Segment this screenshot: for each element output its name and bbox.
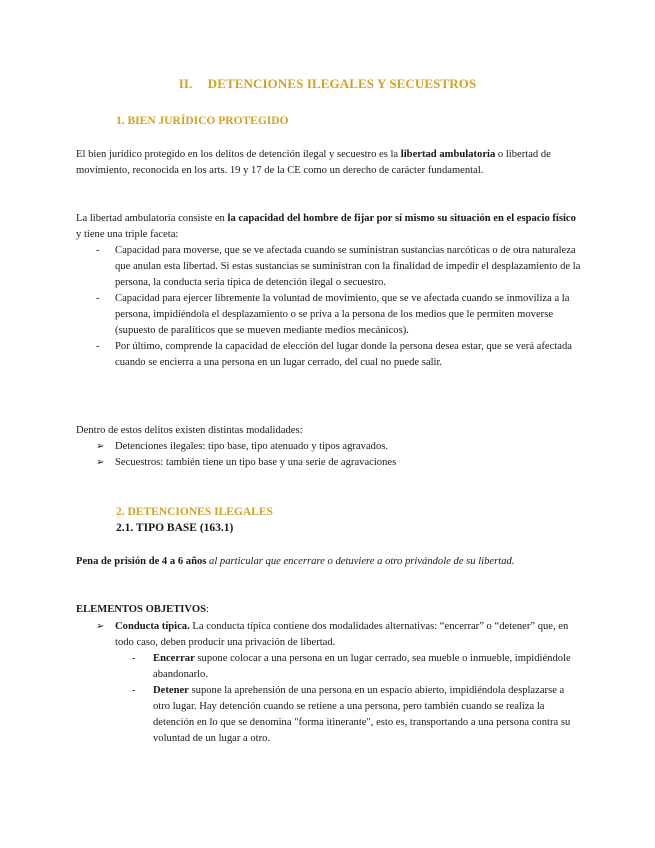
dash-marker: - [96, 293, 100, 304]
penalty-italic: al particular que encerrare o detuviere a otro privándole de su libertad. [206, 556, 515, 567]
conducta-bold: Conducta típica. [115, 621, 190, 632]
encerrar-text: supone colocar a una persona en un lugar cerrado, sea mueble o inmueble, impidiéndole abandonarlo. [153, 653, 571, 680]
modalities-list [76, 439, 581, 471]
para2-text-a: La libertad ambulatoria consiste en [76, 213, 228, 224]
modality-item [76, 439, 581, 455]
arrow-marker: ➢ [96, 441, 105, 452]
section1-paragraph-1 [76, 147, 581, 179]
encerrar-item [114, 651, 581, 683]
modality-text: Secuestros: también tiene un tipo base y una serie de agravaciones [115, 457, 397, 468]
arrow-marker: ➢ [96, 457, 105, 468]
conducta-item [76, 619, 581, 747]
detener-item [114, 683, 581, 747]
penalty-paragraph [76, 554, 581, 570]
facet-item [76, 243, 581, 291]
main-heading-title: DETENCIONES ILEGALES Y SECUESTROS [207, 76, 477, 91]
para2-bold: la capacidad del hombre de fijar por sí mismo su situación en el espacio físico [227, 213, 576, 224]
facet-text: Capacidad para moverse, que se ve afectada cuando se suministran sustancias narcóticas o de otra naturaleza que anulan esta libertad. Si estas sustancias se suministran con la finalidad de impedir el desplazamiento de la persona, la conducta sería típica de detención ilegal o secuestro. [115, 245, 581, 288]
facet-text: Por último, comprende la capacidad de elección del lugar donde la persona desea estar, que se verá afectada cuando se encierra a una persona en un lugar cerrado, del cual no puede salir. [115, 341, 572, 368]
para2-text-b: y tiene una triple faceta: [76, 229, 179, 240]
para1-text-a: El bien jurídico protegido en los delitos de detención ilegal y secuestro es la [76, 149, 401, 160]
detener-text: supone la aprehensión de una persona en un espacio abierto, impidiéndola desplazarse a otro lugar. Hay detención cuando se retiene a una persona, pero también cuando se realiza la detención en lo que se denomina "forma itinerante", esto es, transportando a una persona contra su voluntad de un lugar a otro. [153, 685, 571, 744]
section1-paragraph-3: Dentro de estos delitos existen distintas modalidades: [76, 425, 303, 436]
dash-marker: - [96, 341, 100, 352]
arrow-marker: ➢ [96, 621, 105, 632]
elements-title-colon: : [206, 604, 209, 615]
section1-heading: 1. BIEN JURÍDICO PROTEGIDO [116, 115, 289, 127]
dash-marker: - [132, 653, 136, 664]
facet-item [76, 291, 581, 339]
para1-bold: libertad ambulatoria [400, 149, 496, 160]
facet-text: Capacidad para ejercer libremente la voluntad de movimiento, que se ve afectada cuando se inmoviliza a la persona, impidiéndola el desplazamiento o se priva a la persona de los medios que le permiten moverse (supuesto de paralíticos que se mueven mediante medios mecánicos). [115, 293, 570, 336]
encerrar-bold: Encerrar [153, 653, 195, 664]
facets-list [76, 243, 581, 371]
elements-title-text: ELEMENTOS OBJETIVOS [76, 604, 206, 615]
penalty-bold: Pena de prisión de 4 a 6 años [76, 556, 207, 567]
detener-bold: Detener [153, 685, 189, 696]
dash-marker: - [132, 685, 136, 696]
modality-text: Detenciones ilegales: tipo base, tipo atenuado y tipos agravados. [115, 441, 389, 452]
main-heading [0, 76, 655, 92]
facet-item [76, 339, 581, 371]
dash-marker: - [96, 245, 100, 256]
section2-heading: 2. DETENCIONES ILEGALES [116, 506, 273, 518]
section1-paragraph-2 [76, 211, 581, 243]
main-heading-number: II. [178, 76, 193, 91]
elements-list [76, 619, 581, 747]
modality-item [76, 455, 581, 471]
conducta-text: La conducta típica contiene dos modalidades alternativas: “encerrar” o “detener” que, en todo caso, deben producir una privación de libertad. [115, 621, 569, 648]
conducta-sublist [115, 651, 581, 747]
para1-text-b: o libertad de movimiento, reconocida en los arts. 19 y 17 de la CE como un derecho de carácter fundamental. [76, 149, 551, 176]
section2-subheading: 2.1. TIPO BASE (163.1) [116, 522, 234, 534]
elements-title [76, 602, 581, 618]
